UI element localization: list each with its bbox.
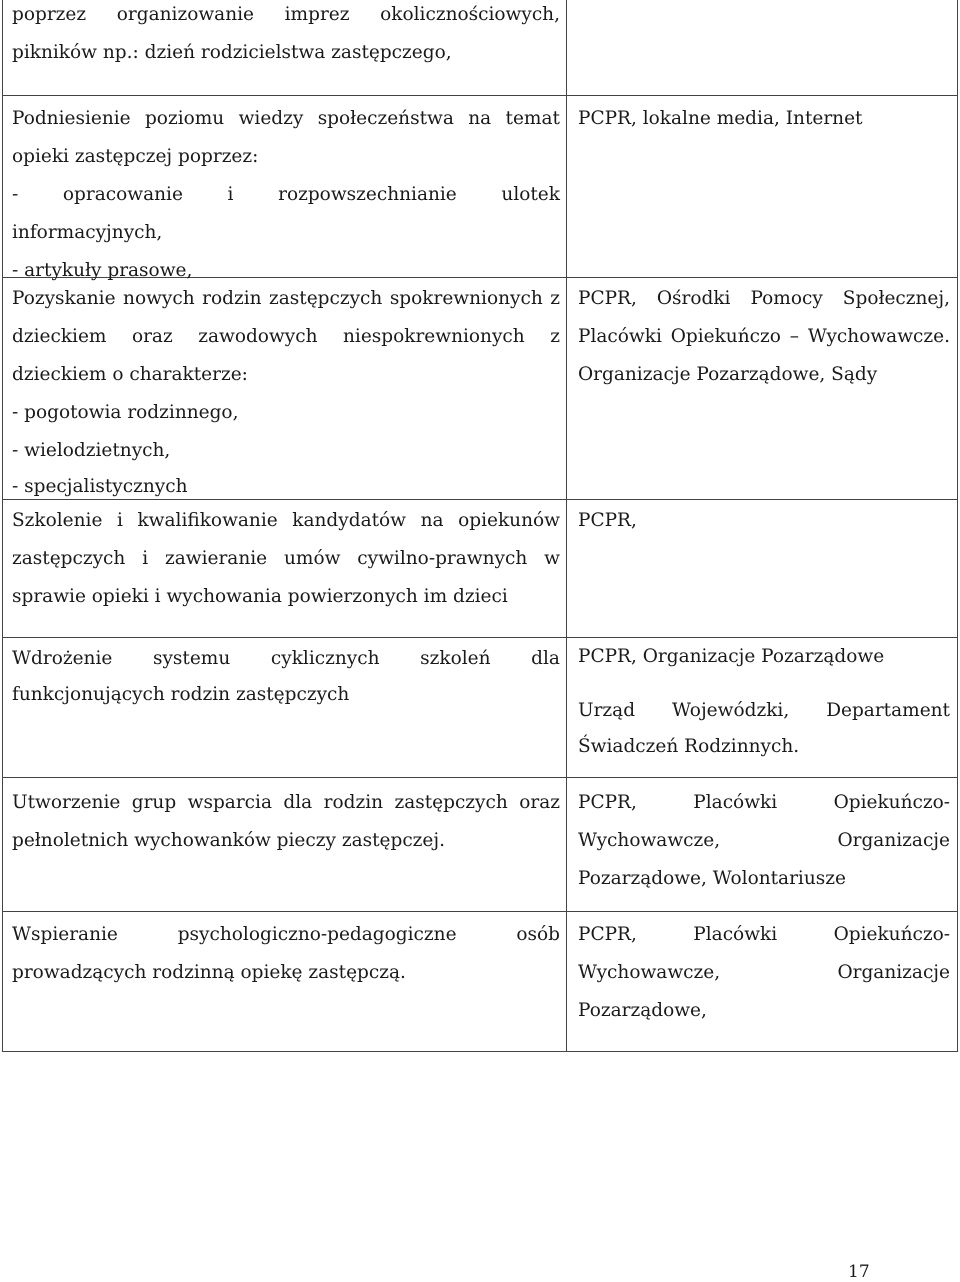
cell-text-line: Pozarządowe, [578,1000,707,1021]
responsible-cell [578,278,950,500]
cell-text-line: Organizacje Pozarządowe, Sądy [578,364,878,385]
activity-cell [12,778,560,912]
cell-text-line: prowadzących rodzinną opiekę zastępczą. [12,962,406,983]
cell-text-line: funkcjonujących rodzin zastępczych [12,684,350,705]
table-column-border [957,912,958,1051]
table-row [2,0,958,96]
cell-text-line: Szkolenie i kwalifikowanie kandydatów na opiekunów [12,510,560,531]
activity-cell [12,638,560,778]
cell-text-line: opieki zastępczej poprzez: [12,146,259,167]
cell-text-line: informacyjnych, [12,222,163,243]
cell-text-line: PCPR, Placówki Opiekuńczo- [578,924,950,945]
table-column-border [2,500,3,637]
table-column-border [2,638,3,777]
cell-text-line: - artykuły prasowe, [12,260,193,281]
activity-cell [12,0,560,96]
cell-text-line: Wspieranie psychologiczno-pedagogiczne osób [12,924,560,945]
cell-text-line: Wychowawcze, Organizacje [578,830,950,851]
table-column-border [957,0,958,95]
cell-text-line: - opracowanie i rozpowszechnianie ulotek [12,184,560,205]
cell-text-line: Świadczeń Rodzinnych. [578,736,800,757]
table-column-border [2,0,3,95]
page-number: 17 [848,1262,870,1282]
activity-cell [12,912,560,1052]
cell-text-line: Placówki Opiekuńczo – Wychowawcze. [578,326,950,347]
cell-text-line: pełnoletnich wychowanków pieczy zastępczej. [12,830,445,851]
cell-text-line: PCPR, Placówki Opiekuńczo- [578,792,950,813]
cell-text-line: Wdrożenie systemu cyklicznych szkoleń dla [12,648,560,669]
table-column-border [2,912,3,1051]
table-row [2,278,958,500]
cell-text-line: Urząd Wojewódzki, Departament [578,700,950,721]
cell-text-line: - specjalistycznych [12,476,188,497]
table-column-border [957,96,958,277]
table-row [2,778,958,912]
table-row [2,638,958,778]
cell-text-line: - wielodzietnych, [12,440,171,461]
table-column-border [566,0,567,95]
table-column-border [957,500,958,637]
cell-text-line: PCPR, Ośrodki Pomocy Społecznej, [578,288,950,309]
table-row [2,500,958,638]
table-column-border [957,278,958,499]
table-column-border [566,278,567,499]
cell-text-line: PCPR, [578,510,637,531]
responsible-cell [578,778,950,912]
table-column-border [2,96,3,277]
table-row [2,96,958,281]
table-column-border [957,638,958,777]
cell-text-line: Wychowawcze, Organizacje [578,962,950,983]
table-column-border [566,96,567,277]
cell-text-line: dzieckiem o charakterze: [12,364,248,385]
responsible-cell [578,0,950,96]
activity-cell [12,500,560,638]
cell-text-line: poprzez organizowanie imprez okolicznościowych, [12,4,560,25]
activity-cell [12,96,560,281]
cell-text-line: pikników np.: dzień rodzicielstwa zastępczego, [12,42,452,63]
table-column-border [566,638,567,777]
cell-text-line: sprawie opieki i wychowania powierzonych im dzieci [12,586,508,607]
responsible-cell [578,638,950,778]
cell-text-line: - pogotowia rodzinnego, [12,402,239,423]
cell-text-line: dzieckiem oraz zawodowych niespokrewnionych z [12,326,560,347]
activity-cell [12,278,560,500]
table-column-border [566,500,567,637]
cell-text-line: Pozarządowe, Wolontariusze [578,868,846,889]
responsible-cell [578,96,950,278]
table-column-border [566,778,567,911]
table-column-border [2,778,3,911]
cell-text-line: Podniesienie poziomu wiedzy społeczeństwa na temat [12,108,560,129]
cell-text-line: Pozyskanie nowych rodzin zastępczych spokrewnionych z [12,288,560,309]
table-column-border [566,912,567,1051]
responsible-cell [578,912,950,1052]
table-row [2,912,958,1052]
cell-text-line: Utworzenie grup wsparcia dla rodzin zastępczych oraz [12,792,560,813]
table-column-border [957,778,958,911]
cell-text-line: zastępczych i zawieranie umów cywilno-prawnych w [12,548,560,569]
responsible-cell [578,500,950,638]
cell-text-line: PCPR, lokalne media, Internet [578,108,863,129]
table-column-border [2,278,3,499]
cell-text-line: PCPR, Organizacje Pozarządowe [578,646,885,667]
